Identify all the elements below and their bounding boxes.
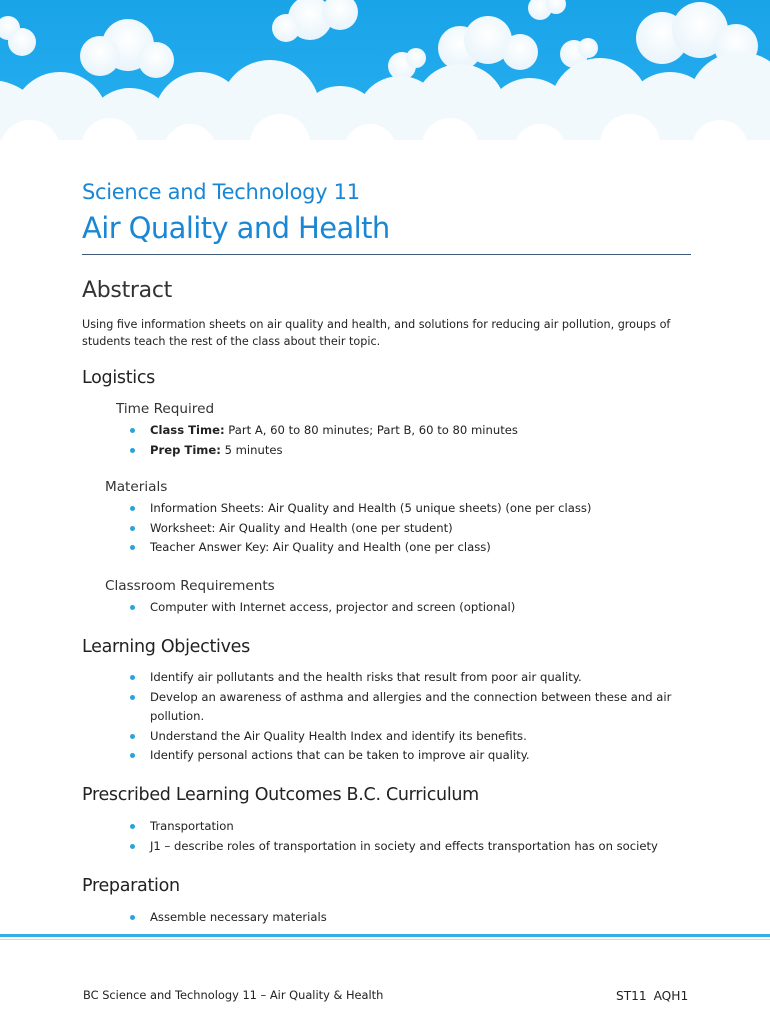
learning-objectives-heading: Learning Objectives xyxy=(82,637,250,657)
list-item: Identify air pollutants and the health risks that result from poor air quality. xyxy=(130,668,675,688)
learning-outcomes-list xyxy=(130,817,710,856)
list-item: Develop an awareness of asthma and allergies and the connection between these and air pollution. xyxy=(130,688,675,727)
list-item: J1 – describe roles of transportation in society and effects transportation has on society xyxy=(130,837,710,857)
class-time-label: Class Time: xyxy=(150,423,225,437)
list-item: Identify personal actions that can be taken to improve air quality. xyxy=(130,746,675,766)
cloud-banner xyxy=(0,0,770,155)
list-item: Assemble necessary materials xyxy=(130,908,327,928)
class-time-value: Part A, 60 to 80 minutes; Part B, 60 to 80 minutes xyxy=(224,423,518,437)
logistics-heading: Logistics xyxy=(82,368,155,388)
list-item xyxy=(130,421,518,441)
learning-outcomes-heading: Prescribed Learning Outcomes B.C. Curriculum xyxy=(82,785,479,805)
cloud-banner-illustration xyxy=(0,0,770,155)
classroom-requirements-heading: Classroom Requirements xyxy=(105,578,275,594)
footer-divider xyxy=(0,934,770,937)
prep-time-label: Prep Time: xyxy=(150,442,221,457)
abstract-text: Using five information sheets on air quality and health, and solutions for reducing air pollution, groups of students teach the rest of the class about their topic. xyxy=(82,318,671,348)
learning-objectives-list xyxy=(130,668,675,766)
list-item: Transportation xyxy=(130,817,710,837)
list-item: Information Sheets: Air Quality and Health (5 unique sheets) (one per class) xyxy=(130,499,591,519)
footer-divider-thin xyxy=(0,939,770,940)
document-subtitle: Science and Technology 11 xyxy=(82,180,360,204)
time-required-list xyxy=(130,421,518,460)
preparation-list xyxy=(130,908,327,928)
abstract-heading: Abstract xyxy=(82,278,172,303)
footer-page-code: ST11 AQH1 xyxy=(616,989,689,1003)
time-required-heading: Time Required xyxy=(116,401,215,417)
list-item: Teacher Answer Key: Air Quality and Health (one per class) xyxy=(130,538,591,558)
document-title: Air Quality and Health xyxy=(82,211,390,245)
preparation-heading: Preparation xyxy=(82,876,180,896)
list-item: Understand the Air Quality Health Index and identify its benefits. xyxy=(130,727,675,747)
materials-heading: Materials xyxy=(105,479,168,495)
prep-time-value: 5 minutes xyxy=(220,442,283,457)
list-item xyxy=(130,441,518,461)
classroom-requirements-list xyxy=(130,598,515,618)
footer-document-name: BC Science and Technology 11 – Air Quality & Health xyxy=(83,988,384,1002)
materials-list xyxy=(130,499,591,558)
title-divider xyxy=(82,254,691,255)
list-item: Worksheet: Air Quality and Health (one per student) xyxy=(130,519,591,539)
list-item: Computer with Internet access, projector and screen (optional) xyxy=(130,598,515,618)
